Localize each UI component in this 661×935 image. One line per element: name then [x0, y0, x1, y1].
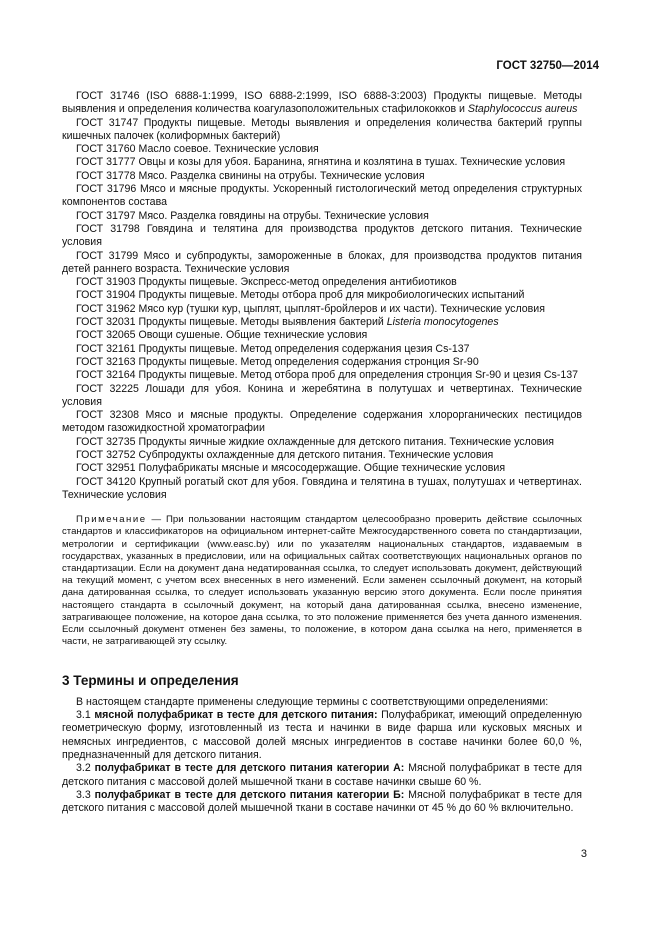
reference-item: ГОСТ 32951 Полуфабрикаты мясные и мясосодержащие. Общие технические условия — [76, 462, 506, 475]
page-content — [62, 90, 582, 815]
reference-item: ГОСТ 32161 Продукты пищевые. Метод определения содержания цезия Cs-137 — [76, 342, 470, 355]
reference-item: ГОСТ 31760 Масло соевое. Технические условия — [76, 143, 319, 156]
page-number: 3 — [580, 848, 587, 860]
reference-item: ГОСТ 31746 (ISO 6888-1:1999, ISO 6888-2:1999, ISO 6888-3:2003) Продукты пищевые. Методы выявления и определения количества коагулазоположительных стафилококков и Staphylococcus aureus — [62, 90, 582, 116]
reference-item: ГОСТ 31797 Мясо. Разделка говядины на отрубы. Технические условия — [76, 209, 429, 222]
reference-item: ГОСТ 32752 Субпродукты охлажденные для детского питания. Технические условия — [76, 449, 494, 462]
reference-item: ГОСТ 31747 Продукты пищевые. Методы выявления и определения количества бактерий группы кишечных палочек (колиформных бактерий) — [62, 116, 582, 142]
reference-item: ГОСТ 31904 Продукты пищевые. Методы отбора проб для микробиологических испытаний — [76, 289, 525, 302]
document-header-standard-id: ГОСТ 32750—2014 — [496, 60, 599, 72]
latin-species-name: Staphylococcus aureus — [467, 103, 578, 116]
reference-item: ГОСТ 32735 Продукты яичные жидкие охлажденные для детского питания. Технические условия — [76, 435, 555, 448]
reference-item: ГОСТ 31799 Мясо и субпродукты, замороженные в блоках, для производства продуктов питания детей раннего возраста. Технические условия — [62, 249, 582, 275]
reference-item: ГОСТ 32065 Овощи сушеные. Общие технические условия — [76, 329, 368, 342]
term-number: 3.2 — [76, 762, 91, 775]
reference-item: ГОСТ 32163 Продукты пищевые. Метод определения содержания стронция Sr-90 — [76, 355, 479, 368]
term-definition — [62, 709, 582, 762]
term-name: мясной полуфабрикат в тесте для детского питания: — [94, 709, 378, 722]
note-text: При пользовании настоящим стандартом целесообразно проверить действие ссылочных стандартов и классификаторов на официальном интернет-сайте Межгосударственного совета по стандартизации, метрологии и сертификации (www.easc.by) или по указателям национальных стандартов, издаваемым в государствах, указанных в предисловии, или на официальных сайтах соответствующих национальных органов по стандартизации. Если на документ дана недатированная ссылка, то следует использовать документ, действующий на текущий момент, с учетом всех внесенных в него изменений. Если заменен ссылочный документ, на который дана датированная ссылка, то следует использовать указанную версию этого документа. Если после принятия настоящего стандарта в ссылочный документ, на который дана датированная ссылка, внесено изменение, затрагивающее положение, на которое дана ссылка, то это положение применяется без учета данного изменения. Если ссылочный документ отменен без замены, то положение, в котором дана ссылка на него, применяется в части, не затрагивающей эту ссылку. — [62, 514, 582, 648]
reference-item: ГОСТ 31778 Мясо. Разделка свинины на отрубы. Технические условия — [76, 169, 425, 182]
reference-item: ГОСТ 31962 Мясо кур (тушки кур, цыплят, цыплят-бройлеров и их части). Технические условия — [76, 302, 545, 315]
reference-item: ГОСТ 32164 Продукты пищевые. Метод отбора проб для определения стронция Sr-90 и цезия Cs-137 — [76, 369, 579, 382]
reference-item: ГОСТ 31903 Продукты пищевые. Экспресс-метод определения антибиотиков — [76, 276, 457, 289]
reference-item: ГОСТ 34120 Крупный рогатый скот для убоя. Говядина и телятина в тушах, полутушах и четвертинах. Технические условия — [62, 475, 582, 501]
term-text: Мясной полуфабрикат в тесте для детского питания с массовой долей мышечной ткани в составе начинки свыше 60 %. — [62, 762, 582, 788]
reference-note — [62, 514, 582, 648]
reference-item: ГОСТ 31796 Мясо и мясные продукты. Ускоренный гистологический метод определения структурных компонентов состава — [62, 183, 582, 209]
normative-references-list — [62, 90, 582, 502]
section-3-title: 3 Термины и определения — [62, 673, 239, 689]
note-label: Примечание — [76, 514, 147, 526]
term-number: 3.1 — [76, 709, 91, 722]
term-text: Полуфабрикат, имеющий определенную геометрическую форму, изготовленный из теста и начинки в виде фарша или кусковых мясных и немясных ингредиентов, с массовой долей мясных ингредиентов в составе начинки более 60,0 %, предназначенный для детского питания. — [62, 709, 583, 761]
reference-item: ГОСТ 31777 Овцы и козы для убоя. Баранина, ягнятина и козлятина в тушах. Технические условия — [76, 156, 566, 169]
term-name: полуфабрикат в тесте для детского питания категории Б: — [94, 788, 405, 801]
term-name: полуфабрикат в тесте для детского питания категории А: — [94, 762, 405, 775]
term-number: 3.3 — [76, 788, 91, 801]
note-dash: — — [146, 514, 166, 526]
term-definition — [62, 762, 582, 789]
section-3-intro: В настоящем стандарте применены следующие термины с соответствующими определениями: — [76, 695, 549, 708]
reference-item: ГОСТ 32225 Лошади для убоя. Конина и жеребятина в полутушах и четвертинах. Технические условия — [62, 382, 582, 408]
term-text: Мясной полуфабрикат в тесте для детского питания с массовой долей мышечной ткани в составе начинки от 45 % до 60 % включительно. — [62, 788, 583, 815]
latin-species-name: Listeria monocytogenes — [386, 316, 499, 329]
reference-item: ГОСТ 32031 Продукты пищевые. Методы выявления бактерий Listeria monocytogenes — [76, 316, 499, 329]
reference-item: ГОСТ 31798 Говядина и телятина для производства продуктов детского питания. Технические условия — [62, 222, 582, 249]
reference-item: ГОСТ 32308 Мясо и мясные продукты. Определение содержания хлорорганических пестицидов методом газожидкостной хроматографии — [62, 409, 582, 435]
term-definition — [62, 789, 582, 816]
